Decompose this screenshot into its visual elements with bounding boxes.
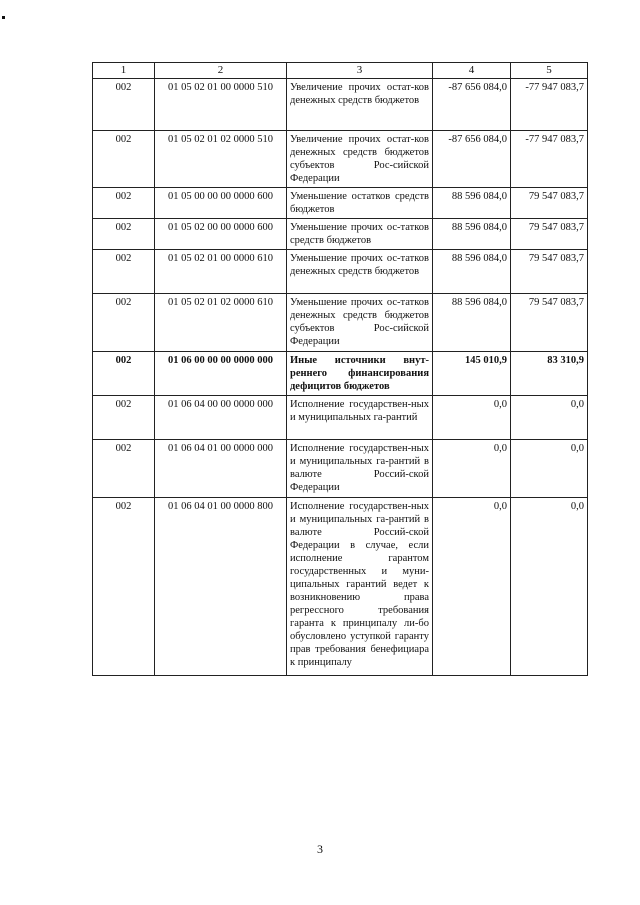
cell-budget-code: 01 06 00 00 00 0000 000 xyxy=(155,352,287,396)
cell-amount-col5: -77 947 083,7 xyxy=(511,79,588,131)
cell-amount-col4: 88 596 084,0 xyxy=(433,188,511,219)
cell-admin-code: 002 xyxy=(93,219,155,250)
cell-amount-col5: 0,0 xyxy=(511,498,588,676)
cell-budget-code: 01 05 02 01 02 0000 610 xyxy=(155,294,287,352)
cell-amount-col4: 88 596 084,0 xyxy=(433,219,511,250)
cell-admin-code: 002 xyxy=(93,79,155,131)
cell-amount-col5: 0,0 xyxy=(511,440,588,498)
cell-source-name: Исполнение государствен-ных и муниципальных га-рантий xyxy=(287,396,433,440)
cell-admin-code: 002 xyxy=(93,188,155,219)
table-row xyxy=(93,219,588,250)
cell-source-name: Исполнение государствен-ных и муниципальных га-рантий в валюте Россий-ской Федерации в случае, если исполнение гарантом государственных и муни-ципальных гарантий ведет к возникновению права регрессного требования гаранта к принципалу ли-бо обусловлено уступкой гаранту прав требования бенефициара к принципалу xyxy=(287,498,433,676)
cell-admin-code: 002 xyxy=(93,396,155,440)
cell-amount-col4: 145 010,9 xyxy=(433,352,511,396)
table-row xyxy=(93,352,588,396)
cell-amount-col4: 0,0 xyxy=(433,498,511,676)
cell-budget-code: 01 06 04 01 00 0000 800 xyxy=(155,498,287,676)
cell-budget-code: 01 05 00 00 00 0000 600 xyxy=(155,188,287,219)
table-row xyxy=(93,498,588,676)
table-row xyxy=(93,79,588,131)
table-body xyxy=(93,79,588,676)
page-number: 3 xyxy=(317,842,323,856)
table-row xyxy=(93,131,588,188)
column-header-5: 5 xyxy=(511,63,588,79)
table-header-row xyxy=(93,63,588,79)
cell-amount-col4: 88 596 084,0 xyxy=(433,250,511,294)
cell-source-name: Уменьшение прочих ос-татков денежных средств бюджетов xyxy=(287,250,433,294)
column-header-2: 2 xyxy=(155,63,287,79)
cell-amount-col4: 0,0 xyxy=(433,396,511,440)
table-row xyxy=(93,440,588,498)
cell-budget-code: 01 05 02 01 00 0000 510 xyxy=(155,79,287,131)
cell-source-name: Уменьшение прочих ос-татков средств бюджетов xyxy=(287,219,433,250)
cell-source-name: Уменьшение прочих ос-татков денежных средств бюджетов субъектов Рос-сийской Федерации xyxy=(287,294,433,352)
cell-budget-code: 01 06 04 00 00 0000 000 xyxy=(155,396,287,440)
cell-budget-code: 01 05 02 01 00 0000 610 xyxy=(155,250,287,294)
cell-amount-col4: -87 656 084,0 xyxy=(433,131,511,188)
scan-mark xyxy=(2,16,5,19)
cell-source-name: Иные источники внут-реннего финансирования дефицитов бюджетов xyxy=(287,352,433,396)
cell-amount-col5: 79 547 083,7 xyxy=(511,294,588,352)
cell-source-name: Исполнение государствен-ных и муниципальных га-рантий в валюте Россий-ской Федерации xyxy=(287,440,433,498)
cell-amount-col5: 0,0 xyxy=(511,396,588,440)
sources-table xyxy=(92,62,588,676)
cell-source-name: Уменьшение остатков средств бюджетов xyxy=(287,188,433,219)
cell-amount-col4: -87 656 084,0 xyxy=(433,79,511,131)
table-row xyxy=(93,188,588,219)
column-header-4: 4 xyxy=(433,63,511,79)
column-header-3: 3 xyxy=(287,63,433,79)
cell-admin-code: 002 xyxy=(93,440,155,498)
cell-admin-code: 002 xyxy=(93,498,155,676)
cell-amount-col5: 83 310,9 xyxy=(511,352,588,396)
cell-amount-col5: 79 547 083,7 xyxy=(511,219,588,250)
table-row xyxy=(93,396,588,440)
cell-budget-code: 01 05 02 00 00 0000 600 xyxy=(155,219,287,250)
table-row xyxy=(93,250,588,294)
cell-amount-col4: 88 596 084,0 xyxy=(433,294,511,352)
cell-budget-code: 01 05 02 01 02 0000 510 xyxy=(155,131,287,188)
cell-source-name: Увеличение прочих остат-ков денежных средств бюджетов xyxy=(287,79,433,131)
cell-source-name: Увеличение прочих остат-ков денежных средств бюджетов субъектов Рос-сийской Федерации xyxy=(287,131,433,188)
cell-amount-col5: -77 947 083,7 xyxy=(511,131,588,188)
cell-admin-code: 002 xyxy=(93,294,155,352)
cell-admin-code: 002 xyxy=(93,250,155,294)
column-header-1: 1 xyxy=(93,63,155,79)
cell-budget-code: 01 06 04 01 00 0000 000 xyxy=(155,440,287,498)
cell-admin-code: 002 xyxy=(93,131,155,188)
cell-amount-col4: 0,0 xyxy=(433,440,511,498)
cell-admin-code: 002 xyxy=(93,352,155,396)
table-row xyxy=(93,294,588,352)
cell-amount-col5: 79 547 083,7 xyxy=(511,188,588,219)
cell-amount-col5: 79 547 083,7 xyxy=(511,250,588,294)
